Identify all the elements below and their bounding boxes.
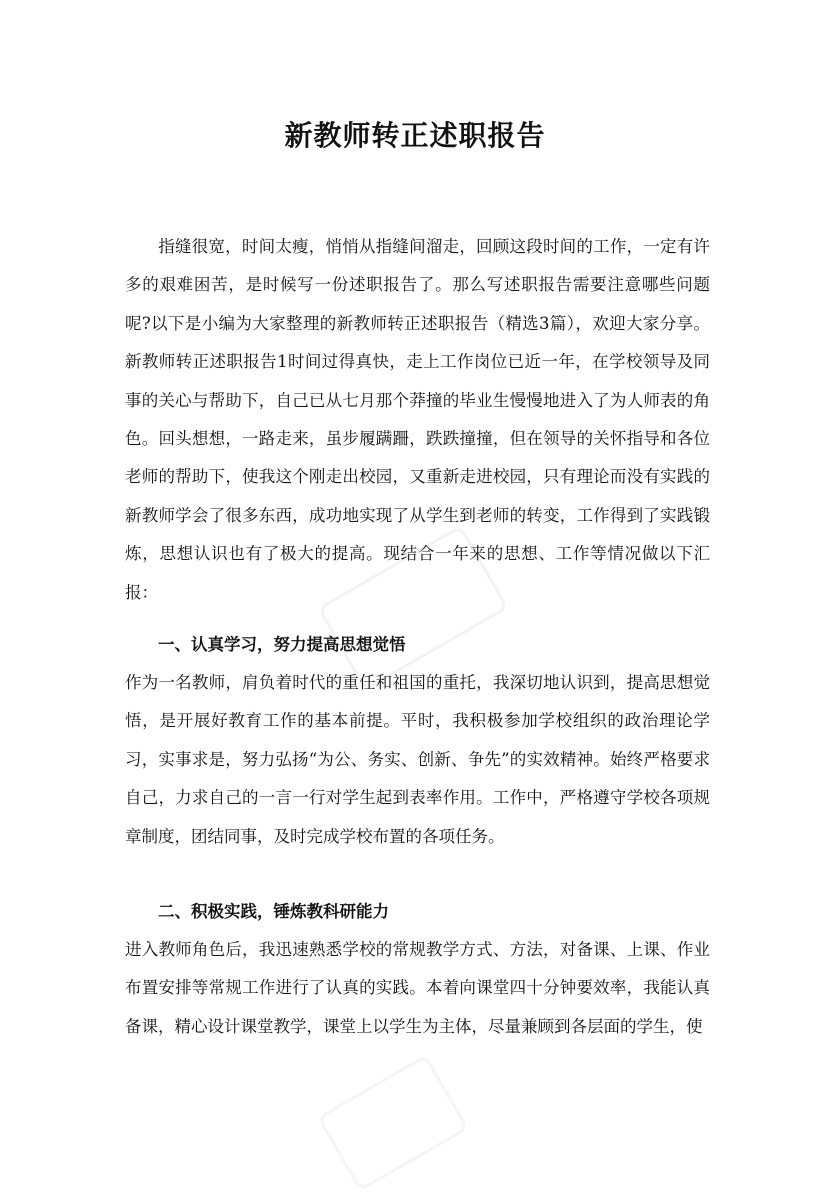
section-heading-1: 一、认真学习，努力提高思想觉悟 — [158, 635, 406, 654]
section-paragraph-1: 作为一名教师，肩负着时代的重任和祖国的重托，我深切地认识到，提高思想觉悟，是开展好教育工作的基本前提。平时，我积极参加学校组织的政治理论学习，实事求是，努力弘扬“为公、务实、创新、争先”的实效精神。始终严格要求自己，力求自己的一言一行对学生起到表率作用。工作中，严格遵守学校各项规章制度，团结同事，及时完成学校布置的各项任务。 — [125, 673, 710, 846]
watermark-shape-bottom — [317, 1054, 469, 1191]
section-heading-2: 二、积极实践，锤炼教科研能力 — [158, 902, 389, 921]
intro-text: 指缝很宽，时间太瘦，悄悄从指缝间溜走，回顾这段时间的工作，一定有许多的艰难困苦，是时候写一份述职报告了。那么写述职报告需要注意哪些问题呢?以下是小编为大家整理的新教师转正述职报告（精选3篇），欢迎大家分享。新教师转正述职报告1时间过得真快，走上工作岗位已近一年，在学校领导及同事的关心与帮助下，自己已从七月那个莽撞的毕业生慢慢地进入了为人师表的角色。回头想想，一路走来，虽步履蹒跚，跌跌撞撞，但在领导的关怀指导和各位老师的帮助下，使我这个刚走出校园，又重新走进校园，只有理论而没有实践的新教师学会了很多东西，成功地实现了从学生到老师的转变，工作得到了实践锻炼，思想认识也有了极大的提高。现结合一年来的思想、工作等情况做以下汇报： — [125, 237, 710, 602]
section-paragraph-2: 进入教师角色后，我迅速熟悉学校的常规教学方式、方法，对备课、上课、作业布置安排等常规工作进行了认真的实践。本着向课堂四十分钟要效率，我能认真备课，精心设计课堂教学，课堂上以学生为主体，尽量兼顾到各层面的学生，使 — [125, 940, 710, 1036]
document-title: 新教师转正述职报告 — [284, 119, 546, 152]
